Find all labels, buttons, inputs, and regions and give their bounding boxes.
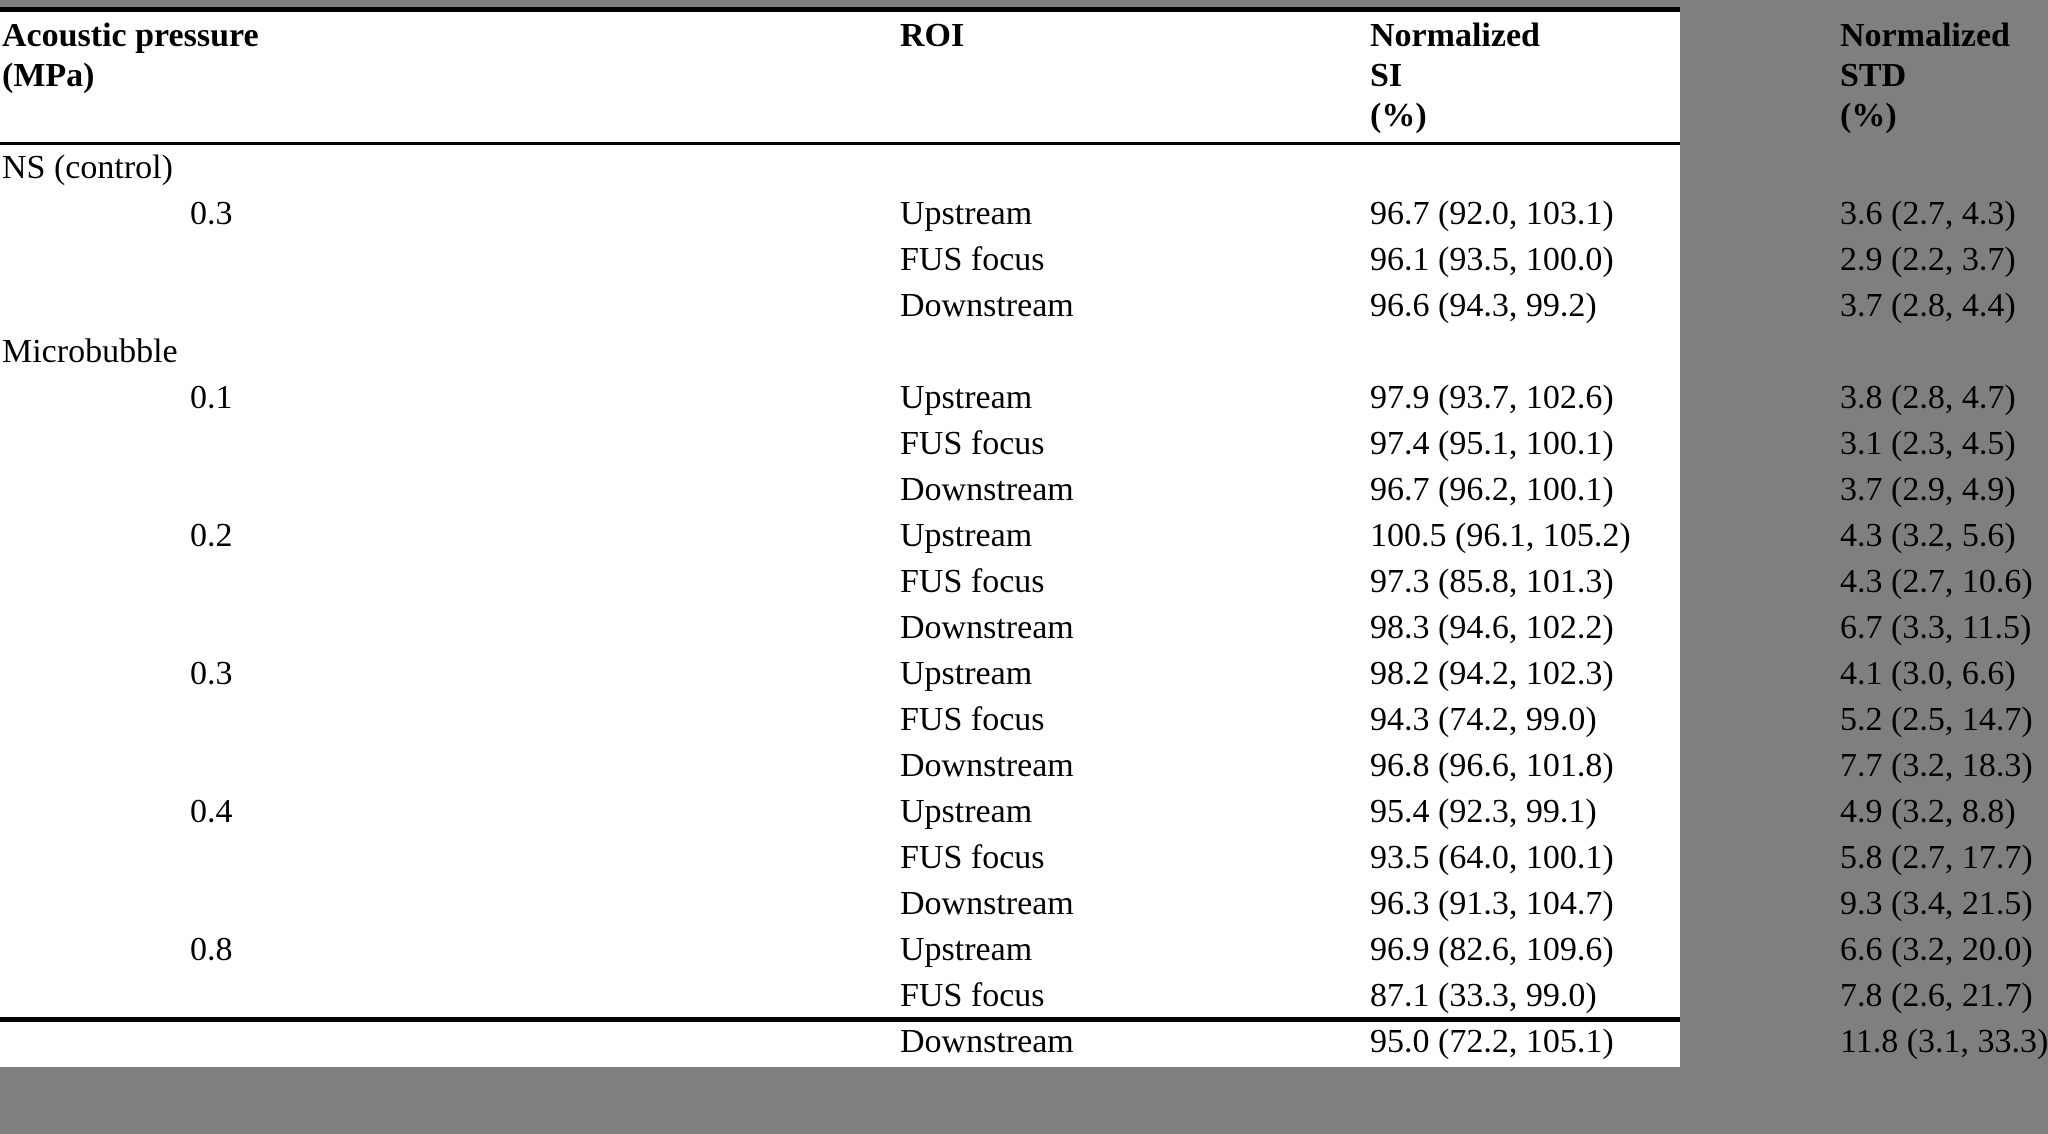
cell-pressure xyxy=(0,835,470,881)
cell-group: Microbubble xyxy=(2,333,178,371)
cell-si: 97.9 (93.7, 102.6) xyxy=(1370,379,1614,417)
cell-std: 3.8 (2.8, 4.7) xyxy=(1840,379,2016,417)
column-header-normalized-si: Normalized SI (%) xyxy=(940,10,1410,144)
cell-si: 96.1 (93.5, 100.0) xyxy=(1370,241,1614,279)
cell-pressure: 0.2 xyxy=(190,517,233,555)
cell-si: 87.1 (33.3, 99.0) xyxy=(1370,977,1597,1015)
cell-std: 3.7 (2.8, 4.4) xyxy=(1840,287,2016,325)
cell-std: 7.7 (3.2, 18.3) xyxy=(1840,747,2033,785)
cell-pressure xyxy=(0,467,470,513)
cell-pressure xyxy=(0,283,470,329)
cell-roi: Upstream xyxy=(900,517,1033,555)
cell-roi: FUS focus xyxy=(900,563,1045,601)
cell-std: 4.3 (2.7, 10.6) xyxy=(1840,563,2033,601)
table-row xyxy=(0,789,1680,835)
table-row xyxy=(0,513,1680,559)
table-bottom-rule xyxy=(0,1017,1680,1022)
cell-std: 3.7 (2.9, 4.9) xyxy=(1840,471,2016,509)
cell-std: 7.8 (2.6, 21.7) xyxy=(1840,977,2033,1015)
cell-std: 4.1 (3.0, 6.6) xyxy=(1840,655,2016,693)
cell-std: 4.3 (3.2, 5.6) xyxy=(1840,517,2016,555)
cell-std: 5.2 (2.5, 14.7) xyxy=(1840,701,2033,739)
cell-roi: Upstream xyxy=(900,655,1033,693)
results-table-container xyxy=(0,7,2048,1067)
cell-pressure xyxy=(0,237,470,283)
cell-roi: FUS focus xyxy=(900,839,1045,877)
table-row xyxy=(0,835,1680,881)
table-row xyxy=(0,237,1680,283)
page-right-margin xyxy=(1680,0,1833,1134)
cell-std: 5.8 (2.7, 17.7) xyxy=(1840,839,2033,877)
table-row xyxy=(0,697,1680,743)
cell-si: 98.3 (94.6, 102.2) xyxy=(1370,609,1614,647)
cell-std: 3.1 (2.3, 4.5) xyxy=(1840,425,2016,463)
cell-roi: FUS focus xyxy=(900,977,1045,1015)
cell-roi: Downstream xyxy=(900,885,1074,923)
column-header-line1: Acoustic pressure xyxy=(2,17,259,54)
cell-pressure: 0.1 xyxy=(190,379,233,417)
cell-pressure: 0.3 xyxy=(190,655,233,693)
cell-roi: Downstream xyxy=(900,1023,1074,1061)
column-header-roi: ROI xyxy=(470,10,940,144)
table-row xyxy=(0,881,1680,927)
cell-pressure xyxy=(0,743,470,789)
cell-std: 9.3 (3.4, 21.5) xyxy=(1840,885,2033,923)
cell-roi: Downstream xyxy=(900,609,1074,647)
cell-si: 93.5 (64.0, 100.1) xyxy=(1370,839,1614,877)
page-bottom-margin xyxy=(0,1114,1833,1134)
cell-group: NS (control) xyxy=(2,149,173,187)
cell-std xyxy=(1410,329,1680,375)
cell-si: 97.4 (95.1, 100.1) xyxy=(1370,425,1614,463)
cell-si: 95.4 (92.3, 99.1) xyxy=(1370,793,1597,831)
table-row xyxy=(0,467,1680,513)
table-row xyxy=(0,421,1680,467)
table-row xyxy=(0,144,1680,192)
table-row xyxy=(0,559,1680,605)
cell-pressure: 0.4 xyxy=(190,793,233,831)
cell-si: 100.5 (96.1, 105.2) xyxy=(1370,517,1631,555)
cell-pressure: 0.8 xyxy=(190,931,233,969)
cell-roi: Upstream xyxy=(900,931,1033,969)
cell-pressure xyxy=(0,559,470,605)
table-row xyxy=(0,329,1680,375)
cell-roi: Downstream xyxy=(900,747,1074,785)
column-header-acoustic-pressure xyxy=(0,10,470,144)
table-row xyxy=(0,1019,1680,1067)
cell-si: 95.0 (72.2, 105.1) xyxy=(1370,1023,1614,1061)
cell-si: 96.7 (96.2, 100.1) xyxy=(1370,471,1614,509)
table-row xyxy=(0,605,1680,651)
cell-roi: Upstream xyxy=(900,793,1033,831)
cell-roi: Downstream xyxy=(900,287,1074,325)
table-body xyxy=(0,144,2048,1068)
cell-pressure xyxy=(0,605,470,651)
cell-si: 96.8 (96.6, 101.8) xyxy=(1370,747,1614,785)
cell-si: 97.3 (85.8, 101.3) xyxy=(1370,563,1614,601)
cell-pressure xyxy=(0,697,470,743)
table-row xyxy=(0,651,1680,697)
cell-std: 6.7 (3.3, 11.5) xyxy=(1840,609,2032,647)
cell-std: 4.9 (3.2, 8.8) xyxy=(1840,793,2016,831)
table-row xyxy=(0,375,1680,421)
cell-roi: FUS focus xyxy=(900,701,1045,739)
cell-si: 96.3 (91.3, 104.7) xyxy=(1370,885,1614,923)
cell-pressure: 0.3 xyxy=(190,195,233,233)
cell-pressure xyxy=(0,973,470,1019)
cell-si xyxy=(940,329,1410,375)
table-header-row xyxy=(0,10,1680,144)
cell-si: 96.7 (92.0, 103.1) xyxy=(1370,195,1614,233)
column-header-normalized-std: Normalized STD (%) xyxy=(1410,10,1680,144)
cell-roi: FUS focus xyxy=(900,425,1045,463)
cell-si: 94.3 (74.2, 99.0) xyxy=(1370,701,1597,739)
page-top-margin xyxy=(0,0,1833,7)
table-row xyxy=(0,927,1680,973)
cell-pressure xyxy=(0,421,470,467)
results-table xyxy=(0,7,2048,1067)
cell-si: 96.9 (82.6, 109.6) xyxy=(1370,931,1614,969)
cell-roi: Downstream xyxy=(900,471,1074,509)
cell-pressure xyxy=(0,881,470,927)
cell-si: 98.2 (94.2, 102.3) xyxy=(1370,655,1614,693)
cell-std: 11.8 (3.1, 33.3) xyxy=(1840,1023,2048,1061)
table-row xyxy=(0,283,1680,329)
table-row xyxy=(0,191,1680,237)
cell-roi: Upstream xyxy=(900,195,1033,233)
cell-std: 3.6 (2.7, 4.3) xyxy=(1840,195,2016,233)
cell-roi xyxy=(470,144,940,192)
cell-roi xyxy=(470,329,940,375)
cell-std: 6.6 (3.2, 20.0) xyxy=(1840,931,2033,969)
cell-std xyxy=(1410,144,1680,192)
cell-si xyxy=(940,144,1410,192)
cell-roi: FUS focus xyxy=(900,241,1045,279)
table-row xyxy=(0,973,1680,1019)
cell-std: 2.9 (2.2, 3.7) xyxy=(1840,241,2016,279)
table-row xyxy=(0,743,1680,789)
cell-si: 96.6 (94.3, 99.2) xyxy=(1370,287,1597,325)
table-header xyxy=(0,10,2010,144)
cell-pressure xyxy=(0,1019,470,1067)
cell-roi: Upstream xyxy=(900,379,1033,417)
column-header-line2: (MPa) xyxy=(2,57,95,95)
